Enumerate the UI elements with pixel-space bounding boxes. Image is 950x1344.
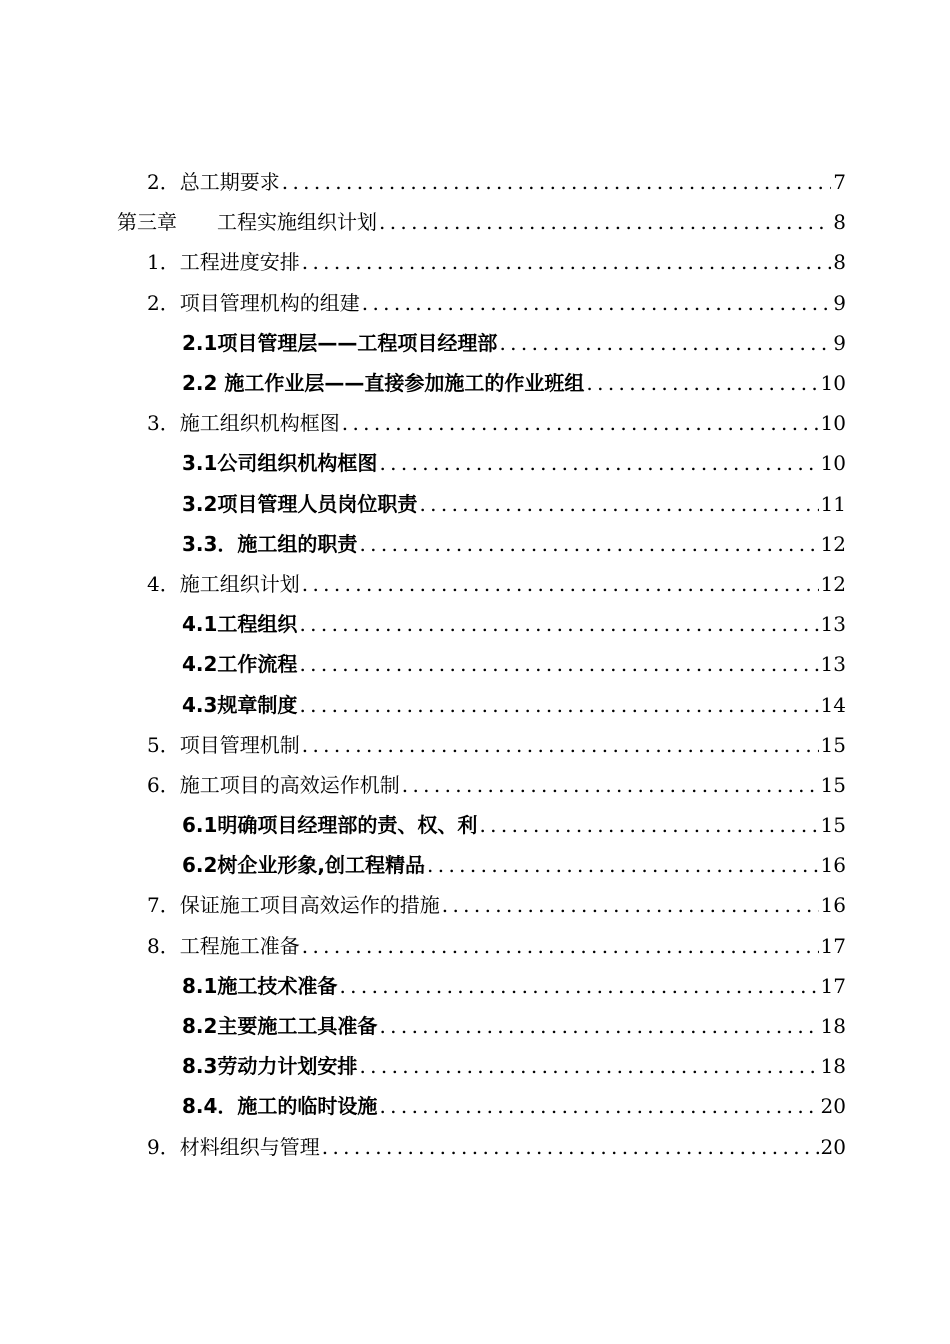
toc-entry-page: 12 — [820, 571, 846, 596]
toc-entry-title: 6.1明确项目经理部的责、权、利 — [182, 813, 478, 838]
toc-entry-title: 6.2树企业形象,创工程精品 — [182, 853, 426, 878]
toc-entry[interactable] — [0, 242, 950, 282]
toc-entry-page: 10 — [820, 451, 846, 476]
toc-entry-title: 2.2 施工作业层——直接参加施工的作业班组 — [182, 371, 585, 396]
toc-leader-dots — [299, 685, 818, 725]
toc-entry-page: 15 — [820, 813, 846, 838]
toc-leader-dots — [302, 725, 819, 765]
toc-entry-page: 12 — [820, 531, 846, 556]
toc-entry[interactable] — [0, 524, 950, 564]
toc-leader-dots — [339, 966, 818, 1006]
toc-entry[interactable] — [0, 443, 950, 483]
toc-leader-dots — [322, 1127, 819, 1167]
toc-entry-page: 14 — [820, 692, 846, 717]
toc-entry[interactable] — [0, 363, 950, 403]
toc-entry-title: 8．工程施工准备 — [147, 933, 300, 958]
toc-leader-dots — [442, 885, 819, 925]
toc-entry[interactable] — [0, 765, 950, 805]
toc-entry-page: 8 — [833, 210, 846, 235]
toc-entry-page: 13 — [820, 612, 846, 637]
toc-entry[interactable] — [0, 162, 950, 202]
toc-entry-page: 10 — [820, 411, 846, 436]
toc-entry-page: 7 — [833, 170, 846, 195]
toc-leader-dots — [342, 403, 819, 443]
toc-leader-dots — [302, 564, 819, 604]
toc-entry-title: 3．施工组织机构框图 — [147, 411, 340, 436]
toc-leader-dots — [359, 1046, 818, 1086]
toc-entry-title: 4.1工程组织 — [182, 612, 298, 637]
toc-entry[interactable] — [0, 604, 950, 644]
toc-entry-page: 9 — [833, 330, 846, 355]
toc-leader-dots — [479, 805, 818, 845]
toc-entry-page: 9 — [833, 290, 846, 315]
toc-leader-dots — [359, 524, 818, 564]
toc-leader-dots — [302, 926, 819, 966]
toc-entry-title: 2.1项目管理层——工程项目经理部 — [182, 330, 498, 355]
toc-entry-title: 4．施工组织计划 — [147, 571, 300, 596]
toc-leader-dots — [586, 363, 818, 403]
toc-leader-dots — [499, 323, 831, 363]
toc-entry-page: 16 — [820, 893, 846, 918]
toc-entry-title: 3.1公司组织机构框图 — [182, 451, 378, 476]
toc-entry[interactable] — [0, 966, 950, 1006]
toc-entry[interactable] — [0, 845, 950, 885]
toc-leader-dots — [282, 162, 832, 202]
toc-entry[interactable] — [0, 1046, 950, 1086]
toc-entry-title: 8.2主要施工工具准备 — [182, 1014, 378, 1039]
toc-entry-page: 11 — [820, 491, 846, 516]
toc-entry[interactable] — [0, 885, 950, 925]
toc-entry[interactable] — [0, 684, 950, 724]
toc-entry-title: 4.3规章制度 — [182, 692, 298, 717]
toc-entry-page: 17 — [820, 973, 846, 998]
toc-entry-page: 17 — [820, 933, 846, 958]
toc-entry[interactable] — [0, 1086, 950, 1126]
toc-leader-dots — [419, 484, 818, 524]
toc-leader-dots — [427, 845, 819, 885]
toc-leader-dots — [379, 443, 818, 483]
toc-entry-title: 7．保证施工项目高效运作的措施 — [147, 893, 440, 918]
toc-entry[interactable] — [0, 1006, 950, 1046]
toc-leader-dots — [379, 202, 831, 242]
toc-entry[interactable] — [0, 202, 950, 242]
toc-entry-title: 8.3劳动力计划安排 — [182, 1054, 358, 1079]
toc-entry-page: 13 — [820, 652, 846, 677]
toc-leader-dots — [362, 283, 832, 323]
table-of-contents — [0, 162, 950, 1167]
toc-entry-page: 10 — [820, 371, 846, 396]
toc-entry-page: 8 — [833, 250, 846, 275]
toc-entry-title: 8.4．施工的临时设施 — [182, 1094, 378, 1119]
toc-entry[interactable] — [0, 484, 950, 524]
toc-entry-page: 15 — [820, 772, 846, 797]
toc-leader-dots — [402, 765, 819, 805]
toc-entry[interactable] — [0, 564, 950, 604]
toc-entry-title: 9．材料组织与管理 — [147, 1134, 320, 1159]
toc-entry-page: 18 — [820, 1054, 846, 1079]
toc-entry-page: 20 — [820, 1134, 846, 1159]
toc-entry-title: 2．项目管理机构的组建 — [147, 290, 360, 315]
toc-entry[interactable] — [0, 323, 950, 363]
toc-entry[interactable] — [0, 926, 950, 966]
toc-leader-dots — [299, 644, 818, 684]
toc-entry[interactable] — [0, 1127, 950, 1167]
toc-entry-title: 3.3．施工组的职责 — [182, 531, 358, 556]
toc-entry-page: 15 — [820, 732, 846, 757]
toc-leader-dots — [379, 1006, 818, 1046]
toc-leader-dots — [379, 1086, 818, 1126]
toc-entry-title: 8.1施工技术准备 — [182, 973, 338, 998]
toc-leader-dots — [299, 604, 818, 644]
toc-entry[interactable] — [0, 283, 950, 323]
toc-entry[interactable] — [0, 805, 950, 845]
toc-entry[interactable] — [0, 725, 950, 765]
toc-entry-title: 3.2项目管理人员岗位职责 — [182, 491, 418, 516]
toc-leader-dots — [302, 242, 832, 282]
toc-entry-title: 1．工程进度安排 — [147, 250, 300, 275]
toc-entry[interactable] — [0, 403, 950, 443]
toc-entry-title: 4.2工作流程 — [182, 652, 298, 677]
toc-entry-page: 20 — [820, 1094, 846, 1119]
toc-entry-title: 6．施工项目的高效运作机制 — [147, 772, 400, 797]
toc-entry-page: 18 — [820, 1014, 846, 1039]
toc-entry-title: 第三章 工程实施组织计划 — [117, 210, 377, 235]
toc-entry-page: 16 — [820, 853, 846, 878]
toc-entry-title: 2．总工期要求 — [147, 170, 280, 195]
toc-entry[interactable] — [0, 644, 950, 684]
toc-entry-title: 5．项目管理机制 — [147, 732, 300, 757]
